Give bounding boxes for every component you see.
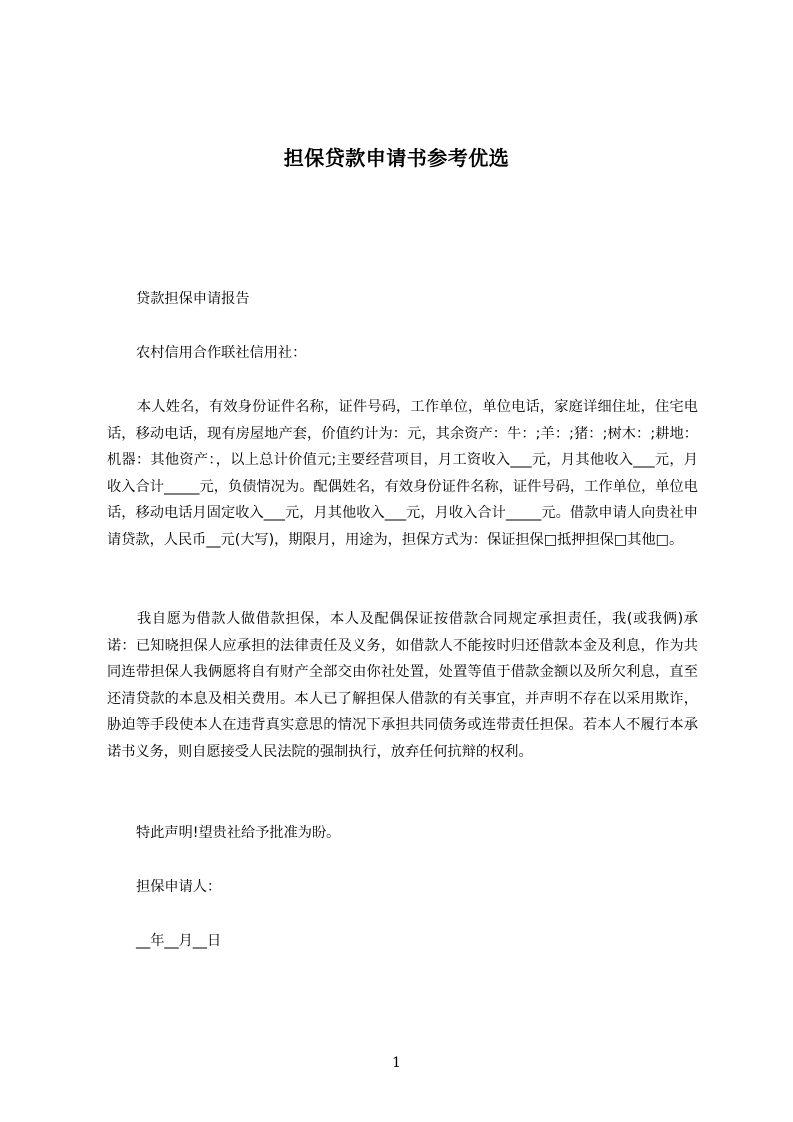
page-number: 1 <box>392 1055 401 1071</box>
date-line: __年__月__日 <box>136 933 222 949</box>
guarantee-commitment-paragraph: 我自愿为借款人做借款担保，本人及配偶保证按借款合同规定承担责任，我(或我俩)承诺：已知晓担保人应承担的法律责任及义务，如借款人不能按时归还借款本金及利息，作为共同连带担保人我俩愿将自有财产全部交由你社处置，处置等值于借款金额以及所欠利息，直至还清贷款的本息及相关费用。本人已了解担保人借款的有关事宜，并声明不存在以采用欺诈，胁迫等手段使本人在违背真实意思的情况下承担共同债务或连带责任担保。若本人不履行本承诺书义务，则自愿接受人民法院的强制执行，放弃任何抗辩的权利。 <box>107 611 698 760</box>
document-title: 担保贷款申请书参考优选 <box>283 146 510 170</box>
declaration: 特此声明!望贵社给予批准为盼。 <box>136 825 341 841</box>
report-heading: 贷款担保申请报告 <box>136 291 250 307</box>
applicant-info-paragraph: 本人姓名，有效身份证件名称，证件号码，工作单位，单位电话，家庭详细住址，住宅电话，移动电话，现有房屋地产套，价值约计为：元，其余资产：牛：;羊：;猪：;树木：;耕地：机器：其他资产：，以上总计价值元;主要经营项目，月工资收入___元，月其他收入___元，月收入合计_____元，负债情况为。配偶姓名，有效身份证件名称，证件号码，工作单位，单位电话，移动电话月固定收入___元，月其他收入___元，月收入合计_____元。借款申请人向贵社申请贷款，人民币__元(大写)，期限月，用途为，担保方式为：保证担保□抵押担保□其他□。 <box>107 399 698 548</box>
addressee: 农村信用合作联社信用社： <box>136 345 307 361</box>
applicant-signature-label: 担保申请人： <box>136 879 222 895</box>
